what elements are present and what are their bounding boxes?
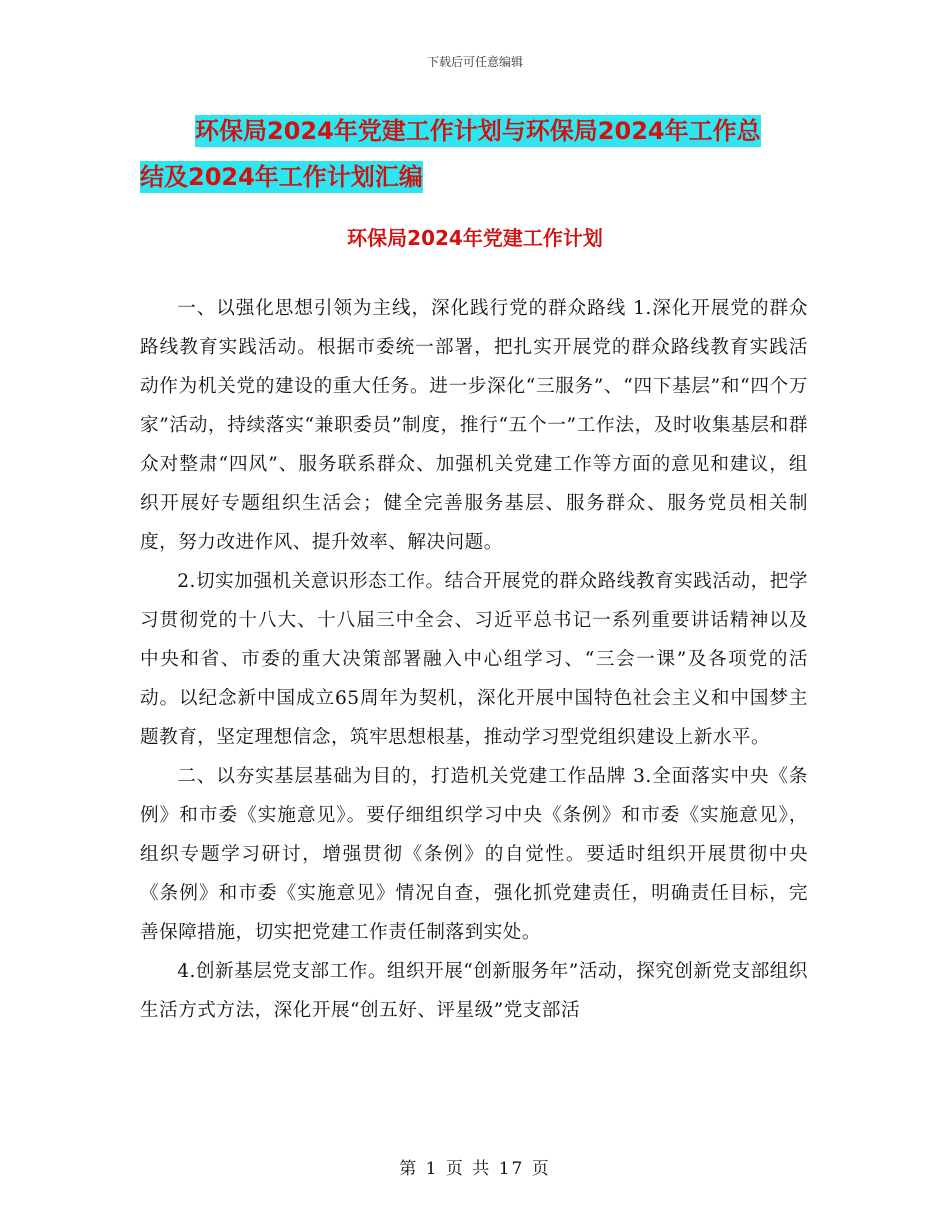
page-footer: 第 1 页 共 17 页: [399, 1159, 551, 1179]
document-title: [140, 108, 820, 200]
body-text: [140, 289, 808, 1030]
document-title-line-2: [140, 154, 820, 200]
paragraph: 一、以强化思想引领为主线，深化践行党的群众路线 1.深化开展党的群众路线教育实践活动。根据市委统一部署，把扎实开展党的群众路线教育实践活动作为机关党的建设的重大任务。进一步深化“三服务”、“四下基层”和“四个万家”活动，持续落实“兼职委员”制度，推行“五个一”工作法，及时收集基层和群众对整肃“四风”、服务联系群众、加强机关党建工作等方面的意见和建议，组织开展好专题组织生活会；健全完善服务基层、服务群众、服务党员相关制度，努力改进作风、提升效率、解决问题。: [140, 298, 808, 553]
document-title-line-1: [140, 108, 820, 154]
section-title: 环保局2024年党建工作计划: [347, 226, 603, 250]
paragraph: 二、以夯实基层基础为目的，打造机关党建工作品牌 3.全面落实中央《条例》和市委《实施意见》。要仔细组织学习中央《条例》和市委《实施意见》，组织专题学习研讨，增强贯彻《条例》的自觉性。要适时组织开展贯彻中央《条例》和市委《实施意见》情况自查，强化抓党建责任，明确责任目标，完善保障措施，切实把党建工作责任制落到实处。: [140, 766, 808, 943]
title-highlight-2: 结及2024年工作计划汇编: [140, 163, 423, 191]
header-note: 下载后可任意编辑: [426, 55, 523, 69]
paragraph: 2.切实加强机关意识形态工作。结合开展党的群众路线教育实践活动，把学习贯彻党的十八大、十八届三中全会、习近平总书记一系列重要讲话精神以及中央和省、市委的重大决策部署融入中心组学习、“三会一课”及各项党的活动。以纪念新中国成立65周年为契机，深化开展中国特色社会主义和中国梦主题教育，坚定理想信念，筑牢思想根基，推动学习型党组织建设上新水平。: [140, 571, 808, 748]
title-highlight-1: 环保局2024年党建工作计划与环保局2024年工作总: [195, 117, 761, 145]
paragraph: 4.创新基层党支部工作。组织开展“创新服务年”活动，探究创新党支部组织生活方式方法，深化开展“创五好、评星级”党支部活: [140, 961, 808, 1021]
